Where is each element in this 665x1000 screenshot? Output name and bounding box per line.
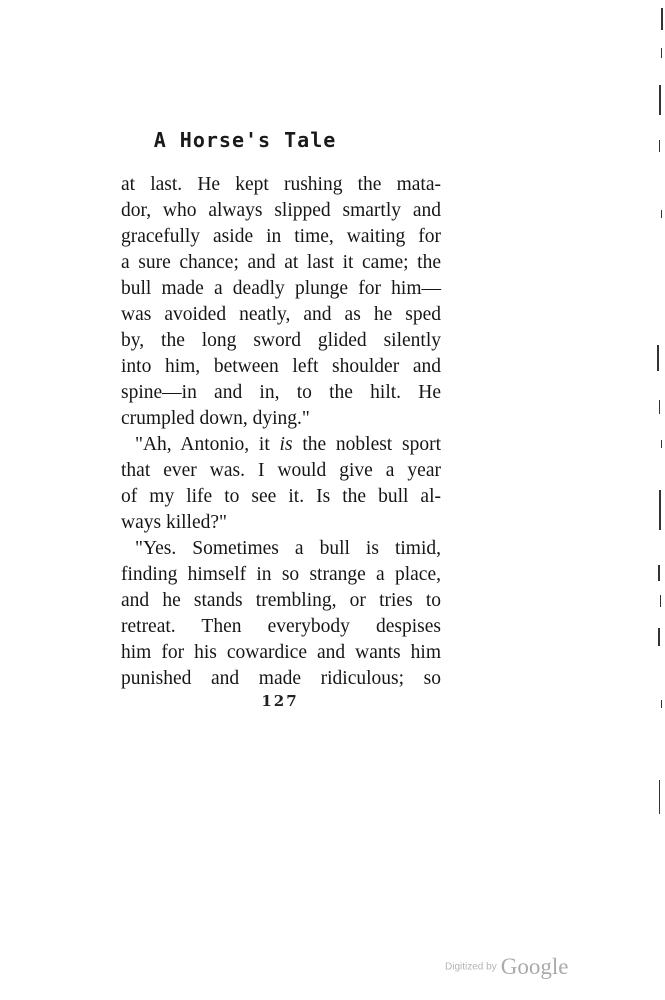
text-line: retreat. Then everybody despises [121, 616, 441, 637]
text-line: of my life to see it. Is the bull al- [121, 486, 441, 507]
text-line: bull made a deadly plunge for him— [121, 278, 441, 299]
text-line: into him, between left shoulder and [121, 356, 441, 377]
text-line: gracefully aside in time, waiting for [121, 226, 441, 247]
text-line: and he stands trembling, or tries to [121, 590, 441, 611]
edge-mark [661, 8, 663, 30]
edge-mark [659, 490, 661, 530]
text-line: "Yes. Sometimes a bull is timid, [135, 538, 441, 559]
text-line: dor, who always slipped smartly and [121, 200, 441, 221]
text-line: was avoided neatly, and as he sped [121, 304, 441, 325]
edge-mark [661, 210, 662, 218]
text-line: a sure chance; and at last it came; the [121, 252, 441, 273]
edge-mark [660, 595, 661, 607]
text-line: by, the long sword glided silently [121, 330, 441, 351]
edge-mark [661, 700, 662, 708]
edge-mark [658, 565, 660, 581]
edge-mark [659, 140, 660, 152]
text-line: at last. He kept rushing the mata- [121, 174, 441, 195]
text-line: finding himself in so strange a place, [121, 564, 441, 585]
edge-mark [661, 440, 662, 448]
edge-mark [658, 628, 660, 646]
edge-mark [659, 780, 660, 814]
watermark-brand: Google [500, 954, 569, 979]
body-text [121, 172, 441, 692]
text-line: ways killed?" [121, 512, 227, 533]
text-line: crumpled down, dying." [121, 408, 310, 429]
edge-mark [659, 85, 661, 115]
text-line: him for his cowardice and wants him [121, 642, 441, 663]
text-line: spine—in and in, to the hilt. He [121, 382, 441, 403]
digitized-watermark [445, 954, 568, 980]
page-number: 127 [261, 692, 299, 710]
text-line: "Ah, Antonio, it is the noblest sport [135, 434, 441, 455]
edge-mark [659, 400, 660, 414]
edge-mark [661, 48, 662, 58]
text-line: punished and made ridiculous; so [121, 668, 441, 689]
running-head: A Horse's Tale [153, 128, 337, 152]
watermark-prefix: Digitized by [445, 961, 497, 973]
edge-mark [657, 345, 659, 371]
text-line: that ever was. I would give a year [121, 460, 441, 481]
page-edge-scan-marks [653, 0, 665, 1000]
